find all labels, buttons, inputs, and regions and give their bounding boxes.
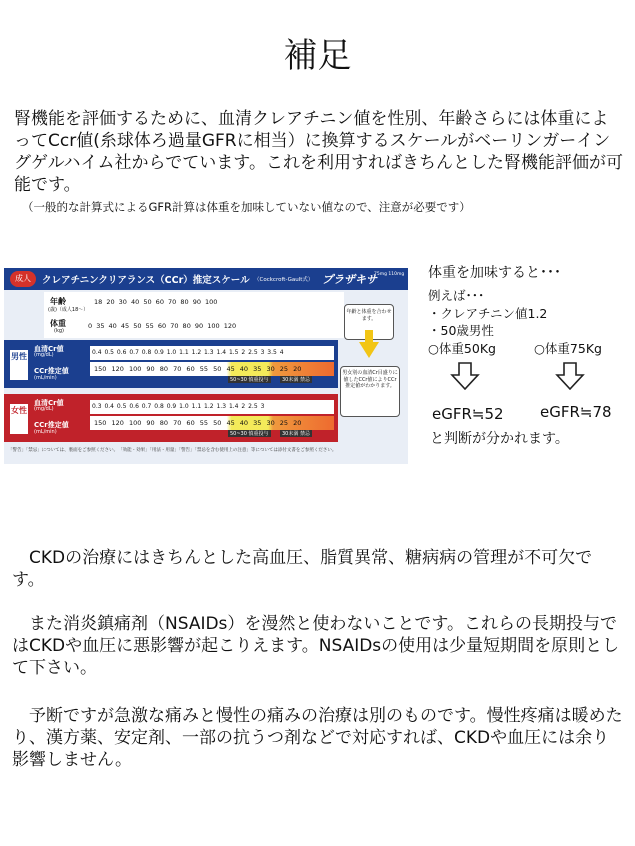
- yellow-arrow-icon: [359, 342, 379, 358]
- intro-note: （一般的な計算式によるGFR計算は体重を加味していない値なので、注意が必要です）: [22, 200, 471, 214]
- brand-note: 75mg 110mg: [374, 272, 405, 277]
- male-cr-ticks: 0.4 0.5 0.6 0.7 0.8 0.9 1.0 1.1 1.2 1.3 1.4 1.5 2 2.5 3 3.5 4: [92, 349, 284, 356]
- male-ccr-label: CCr推定値: [34, 367, 69, 375]
- weight-label: 体重: [50, 319, 66, 328]
- female-cr-unit: (mg/dL): [34, 406, 54, 412]
- paragraph-ckd-management: CKDの治療にはきちんとした高血圧、脂質異常、糖病病の管理が不可欠です。: [12, 548, 593, 590]
- male-cr-strip: [90, 346, 334, 360]
- female-label: 女性: [10, 404, 28, 434]
- example-label: 例えば･･･: [428, 288, 485, 303]
- conclusion-text: と判断が分かれます。: [430, 431, 569, 447]
- weight-ticks: 0 35 40 45 50 55 60 70 80 90 100 120: [88, 322, 237, 330]
- female-mid-range: 50~30 慎重投与: [230, 431, 269, 437]
- male-cr-unit: (mg/dL): [34, 352, 54, 358]
- female-cr-ticks: 0.3 0.4 0.5 0.6 0.7 0.8 0.9 1.0 1.1 1.2 1.3 1.4 2 2.5 3: [92, 403, 265, 410]
- male-band: [4, 340, 338, 388]
- male-mid-range: 50~30 慎重投与: [230, 377, 269, 383]
- callout-align: 年齢と体重を合わせます。: [344, 304, 394, 340]
- adult-badge: 成人: [10, 271, 36, 287]
- paragraph-nsaids: また消炎鎮痛剤（NSAIDs）を漫然と使わないことです。これらの長期投与ではCKDや血圧に悪影響が起こりえます。NSAIDsの使用は少量短期間を原則として下さい。: [12, 614, 620, 678]
- paragraph-pain-treatment: 予断ですが急激な痛みと慢性の痛みの治療は別のものです。慢性疼痛は暖めたり、漢方薬、安定剤、一部の抗うつ剤などで対応すれば、CKDや血圧には余り影響しません。: [12, 706, 623, 770]
- callout-result: 男女別の血清Cr目盛りに値したCCr値によりCCr推定値がわかります。: [340, 366, 400, 417]
- scale-subtitle: （Cockcroft-Gault式）: [254, 277, 314, 283]
- down-arrow-icon: [450, 362, 480, 390]
- weight-option-1: ○体重50Kg: [428, 341, 496, 356]
- age-sub: (歳)（成人18～）: [48, 307, 89, 313]
- age-weight-ruler: [44, 292, 344, 338]
- female-band: [4, 394, 338, 442]
- brand-logo: プラザキサ: [322, 273, 377, 286]
- age-label: 年齢: [50, 297, 66, 306]
- scale-footer: 「警告」「禁忌」については、裏面をご参照ください。 「効能・効果」「用法・用量」「警告」「禁忌を含む使用上の注意」等については添付文書をご参照ください。: [8, 448, 337, 453]
- age-ticks: 18 20 30 40 50 60 70 80 90 100: [94, 298, 218, 306]
- male-low-range: 30未満 禁忌: [282, 377, 310, 383]
- down-arrow-icon: [555, 362, 585, 390]
- female-ccr-strip: [90, 416, 334, 437]
- male-ccr-ticks: 150 120 100 90 80 70 60 55 50 45 40 35 30 25 20: [94, 365, 302, 373]
- weight-option-2: ○体重75Kg: [534, 341, 602, 356]
- intro-paragraph: 腎機能を評価するために、血清クレアチニン値を性別、年齢さらには体重によってCcr値(糸球体ろ過量GFRに相当）に換算するスケールがベーリンガーイングゲルハイム社からでています。これを利用すればきちんとした腎機能評価が可能です。: [14, 109, 623, 195]
- page-title: 補足: [283, 36, 352, 76]
- scale-header: [4, 268, 408, 290]
- weight-heading: 体重を加味すると･･･: [428, 265, 561, 281]
- scale-title: クレアチニンクリアランス（CCr）推定スケール: [42, 275, 250, 286]
- male-cr-label: 血清Cr値: [34, 345, 64, 353]
- female-low-range: 30未満 禁忌: [282, 431, 310, 437]
- female-cr-label: 血清Cr値: [34, 399, 64, 407]
- ccr-scale-image: [4, 268, 408, 464]
- egfr-result-1: eGFR≒52: [432, 405, 504, 423]
- male-ccr-unit: (mL/min): [34, 375, 57, 381]
- egfr-result-2: eGFR≒78: [540, 403, 612, 421]
- male-ccr-strip: [90, 362, 334, 383]
- weight-sub: (kg): [54, 328, 64, 334]
- male-label: 男性: [10, 350, 28, 380]
- creatinine-value: ・クレアチニン値1.2: [428, 306, 548, 321]
- female-ccr-ticks: 150 120 100 90 80 70 60 55 50 45 40 35 30 25 20: [94, 419, 302, 427]
- female-ccr-label: CCr推定値: [34, 421, 69, 429]
- female-ccr-unit: (mL/min): [34, 429, 57, 435]
- female-cr-strip: [90, 400, 334, 414]
- patient-profile: ・50歳男性: [428, 323, 494, 338]
